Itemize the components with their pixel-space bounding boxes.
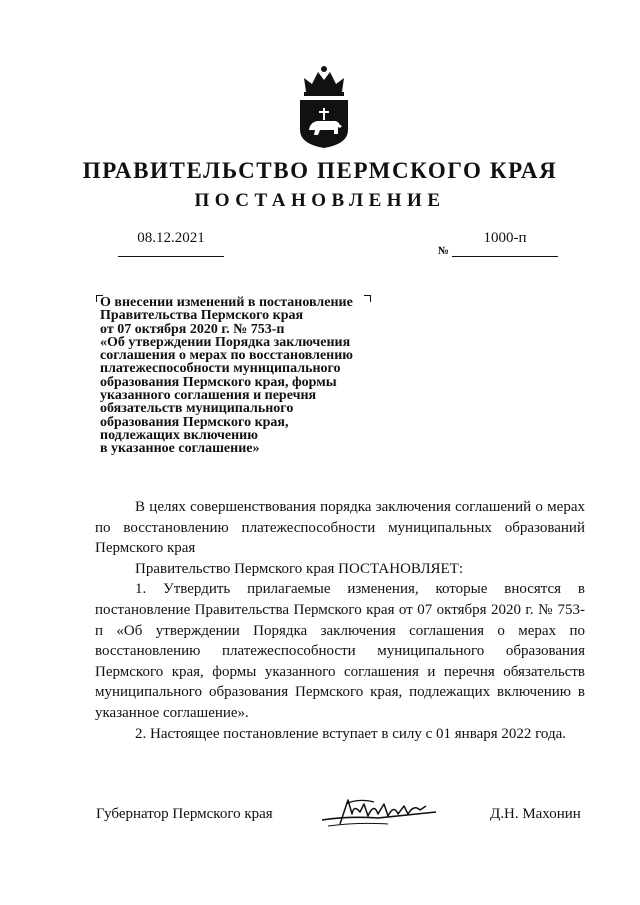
signer-name: Д.Н. Махонин	[490, 806, 581, 822]
number-label: №	[438, 245, 450, 257]
subject-line: обязательств муниципального	[100, 401, 294, 417]
subject-line: указанного соглашения и перечня	[100, 388, 317, 404]
subject-line: Правительства Пермского края	[100, 308, 304, 324]
signer-position: Губернатор Пермского края	[96, 806, 273, 822]
document-type-title: ПОСТАНОВЛЕНИЕ	[194, 190, 446, 211]
number-underline	[452, 256, 558, 257]
organization-title: ПРАВИТЕЛЬСТВО ПЕРМСКОГО КРАЯ	[82, 158, 558, 183]
document-number: 1000-п	[483, 230, 527, 246]
body-paragraph-resolution: Правительство Пермского края ПОСТАНОВЛЯЕТ:	[135, 560, 464, 577]
body-paragraph-item-1: 1. Утвердить прилагаемые изменения, которые вносятся в постановление Правительства Пермского края от 07 октября 2020 г. № 753-п «Об утверждении Порядка заключения соглашения о мерах по восстановлению платежеспособности муниципального образования Пермского края, формы указанного соглашения и перечня обязательств муниципального образования Пермского края, подлежащих включению в указанное соглашение».	[95, 581, 585, 721]
body-paragraph-preamble: В целях совершенствования порядка заключения соглашений о мерах по восстановлению платежеспособности муниципальных образований Пермского края	[95, 499, 585, 557]
document-body	[95, 497, 585, 744]
subject-line: О внесении изменений в постановление	[100, 295, 353, 310]
subject-line: соглашения о мерах по восстановлению	[100, 348, 353, 364]
handwritten-signature	[318, 794, 442, 834]
body-paragraph-item-2: 2. Настоящее постановление вступает в силу с 01 января 2022 года.	[135, 725, 567, 742]
subject-line: «Об утверждении Порядка заключения	[100, 334, 351, 350]
subject-line: образования Пермского края,	[100, 414, 289, 430]
subject-line: образования Пермского края, формы	[100, 374, 337, 390]
subject-line: в указанное соглашение»	[100, 441, 260, 457]
subject-line: платежеспособности муниципального	[100, 361, 341, 377]
coat-of-arms-emblem	[296, 64, 352, 150]
subject-line: от 07 октября 2020 г. № 753-п	[100, 321, 285, 337]
document-subject	[100, 296, 390, 456]
date-underline	[118, 256, 224, 257]
document-date: 08.12.2021	[137, 230, 205, 246]
subject-line: подлежащих включению	[100, 427, 258, 443]
